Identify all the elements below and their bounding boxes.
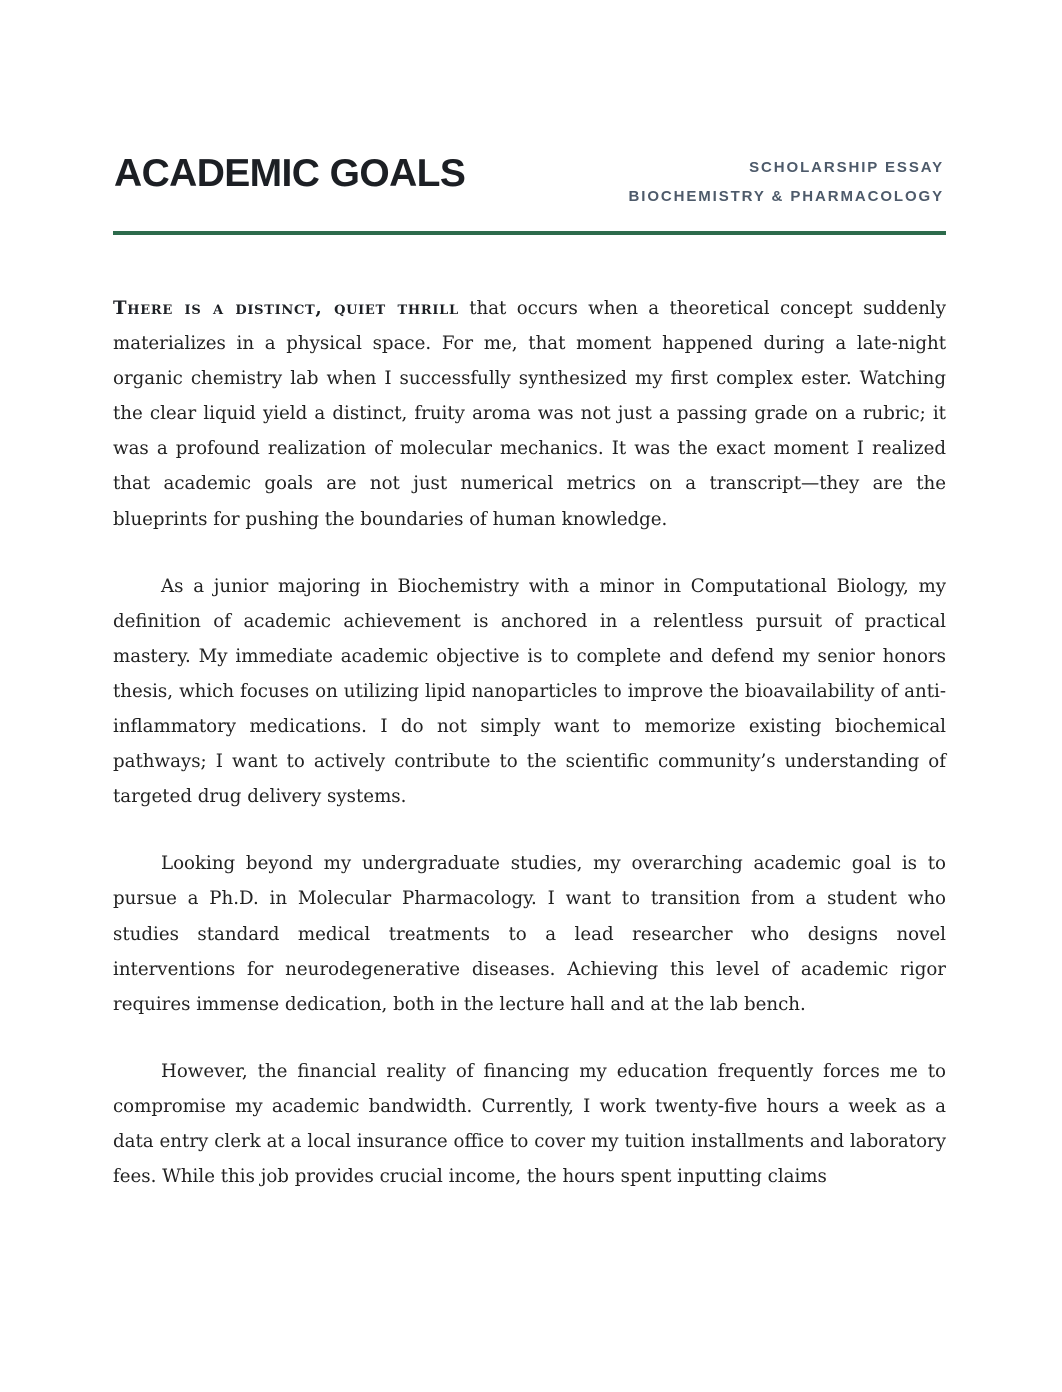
document-header bbox=[114, 148, 946, 234]
header-divider bbox=[113, 231, 946, 235]
paragraph-1-text: that occurs when a theoretical concept suddenly materializes in a physical space. For me, that moment happened during a late-night organic chemistry lab when I successfully synthesized my first complex ester. Watching the clear liquid yield a distinct, fruity aroma was not just a passing grade on a rubric; it was a profound realization of molecular mechanics. It was the exact moment I realized that academic goals are not just numerical metrics on a transcript—they are the blueprints for pushing the boundaries of human knowledge. bbox=[113, 298, 946, 530]
paragraph-2: As a junior majoring in Biochemistry with a minor in Computational Biology, my definition of academic achievement is anchored in a relentless pursuit of practical mastery. My immediate academic objective is to complete and defend my senior honors thesis, which focuses on utilizing lipid nanoparticles to improve the bioavailability of anti-inflammatory medications. I do not simply want to memorize existing biochemical pathways; I want to actively contribute to the scientific community’s understanding of targeted drug delivery systems. bbox=[113, 575, 946, 808]
paragraph-4: However, the financial reality of financing my education frequently forces me to compromise my academic bandwidth. Currently, I work twenty-five hours a week as a data entry clerk at a local insurance office to cover my tuition installments and laboratory fees. While this job provides crucial income, the hours spent inputting claims bbox=[113, 1060, 946, 1188]
page-title: ACADEMIC GOALS bbox=[114, 152, 466, 195]
essay-body bbox=[113, 291, 946, 1226]
field-of-study-label: BIOCHEMISTRY & PHARMACOLOGY bbox=[628, 188, 944, 205]
essay-type-label: SCHOLARSHIP ESSAY bbox=[749, 159, 944, 176]
document-meta bbox=[629, 158, 944, 207]
paragraph-lead-in: There is a distinct, quiet thrill bbox=[113, 298, 459, 319]
paragraph-3: Looking beyond my undergraduate studies, my overarching academic goal is to pursue a Ph.D. in Molecular Pharmacology. I want to transition from a student who studies standard medical treatments to a lead researcher who designs novel interventions for neurodegenerative diseases. Achieving this level of academic rigor requires immense dedication, both in the lecture hall and at the lab bench. bbox=[113, 853, 946, 1015]
paragraph-1 bbox=[113, 291, 946, 537]
